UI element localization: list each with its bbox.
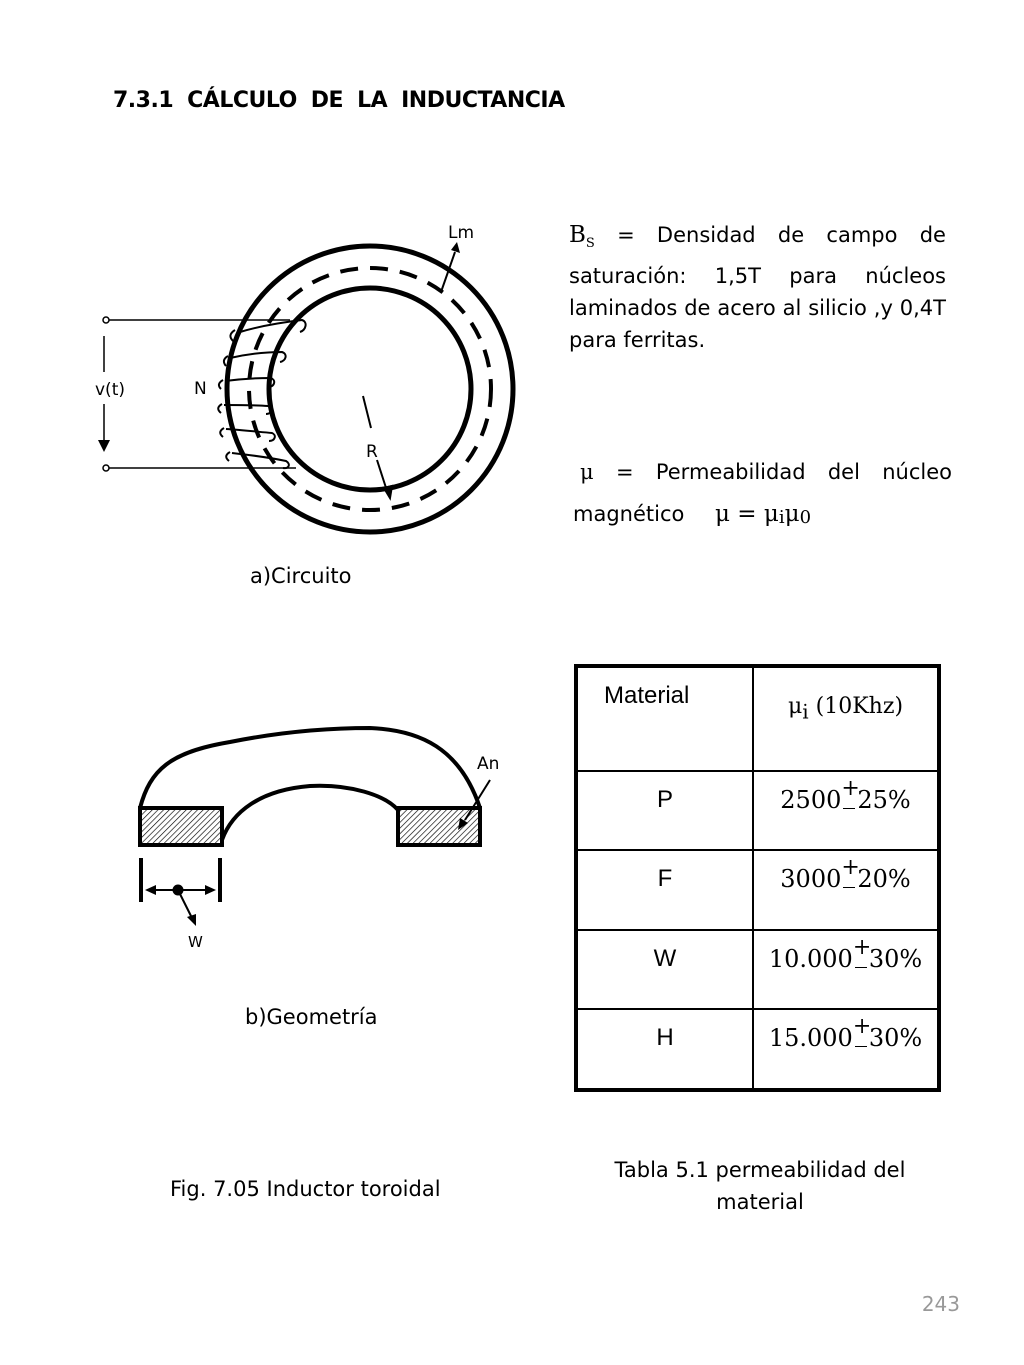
- toroid-core: [227, 246, 513, 532]
- mu-value-cell: [753, 850, 939, 929]
- label-w: W: [188, 933, 203, 951]
- plus-minus-icon: [841, 786, 857, 814]
- plus-minus-icon: [853, 945, 869, 973]
- table-caption-line2: material: [716, 1190, 804, 1214]
- table-row: [576, 930, 939, 1009]
- heading-word: DE: [310, 88, 344, 113]
- plus-minus-icon: [841, 865, 857, 893]
- figure-caption: Fig. 7.05 Inductor toroidal: [170, 1177, 441, 1201]
- header-mu-symbol: μ: [787, 694, 803, 719]
- mu-tolerance: 30%: [868, 1023, 923, 1052]
- mu-tolerance: 20%: [857, 865, 911, 894]
- mu-base: 10.000: [768, 944, 853, 973]
- mu-base: 2500: [780, 786, 842, 815]
- mu-value-cell: [753, 1009, 939, 1090]
- heading-word: INDUCTANCIA: [401, 88, 565, 113]
- header-material: Material: [576, 666, 753, 771]
- bs-definition: [569, 219, 946, 356]
- mu-value-cell: [753, 930, 939, 1009]
- bs-text-rest: saturación: 1,5T para núcleos laminados de acero al silicio ,y 0,4T para ferritas.: [569, 264, 946, 353]
- mu-definition-line2: [573, 498, 811, 534]
- header-freq: (10Khz): [815, 694, 904, 719]
- heading-number: 7.3.1: [113, 88, 174, 113]
- mu-formula-sub-0: 0: [799, 507, 812, 528]
- mu-formula-sub-i: i: [778, 507, 785, 528]
- caption-geometry: b)Geometría: [245, 1005, 378, 1029]
- table-caption: [574, 1154, 946, 1218]
- mu-tolerance: 25%: [857, 786, 911, 815]
- table-header-row: [576, 666, 939, 771]
- winding-coils: [218, 320, 305, 468]
- voltage-arrow-icon: [98, 440, 110, 452]
- bs-line-1: [569, 219, 946, 260]
- label-vt: v(t): [95, 380, 125, 400]
- label-n: N: [194, 379, 207, 399]
- heading-word: LA: [357, 88, 388, 113]
- table-row: [576, 1009, 939, 1090]
- heading-word: CÁLCULO: [187, 88, 297, 113]
- mu-formula-left: μ = μ: [715, 501, 779, 527]
- plus-minus-icon: [853, 1024, 869, 1052]
- label-lm: Lm: [448, 223, 475, 243]
- material-cell: P: [576, 771, 753, 850]
- mu-definition-line: [580, 456, 952, 488]
- mu-base: 15.000: [768, 1023, 853, 1052]
- mu-formula: [715, 501, 811, 527]
- bs-text-line1: = Densidad de campo de: [617, 223, 946, 247]
- material-cell: F: [576, 850, 753, 929]
- label-r: R: [366, 442, 378, 462]
- mu-text: = Permeabilidad del núcleo: [615, 460, 952, 484]
- width-dimension: [141, 858, 220, 926]
- mu-value-cell: [753, 771, 939, 850]
- mu-tolerance: 30%: [868, 944, 923, 973]
- table-caption-line1: Tabla 5.1 permeabilidad del: [614, 1158, 906, 1182]
- table-row: [576, 850, 939, 929]
- header-mu: [753, 666, 939, 771]
- half-toroid: [140, 728, 480, 845]
- material-cell: H: [576, 1009, 753, 1090]
- mu-text2: magnético: [573, 502, 685, 526]
- permeability-table: [574, 664, 941, 1092]
- material-cell: W: [576, 930, 753, 1009]
- mu-symbol: μ: [580, 460, 594, 484]
- mu-base: 3000: [780, 865, 842, 894]
- label-an: An: [477, 754, 500, 774]
- mu-formula-mid: μ: [784, 501, 800, 527]
- bs-subscript: S: [585, 236, 595, 252]
- bs-symbol: B: [569, 222, 586, 248]
- header-mu-sub: i: [802, 699, 809, 724]
- page-number: 243: [921, 1292, 960, 1316]
- caption-circuit: a)Circuito: [250, 564, 352, 588]
- table-row: [576, 771, 939, 850]
